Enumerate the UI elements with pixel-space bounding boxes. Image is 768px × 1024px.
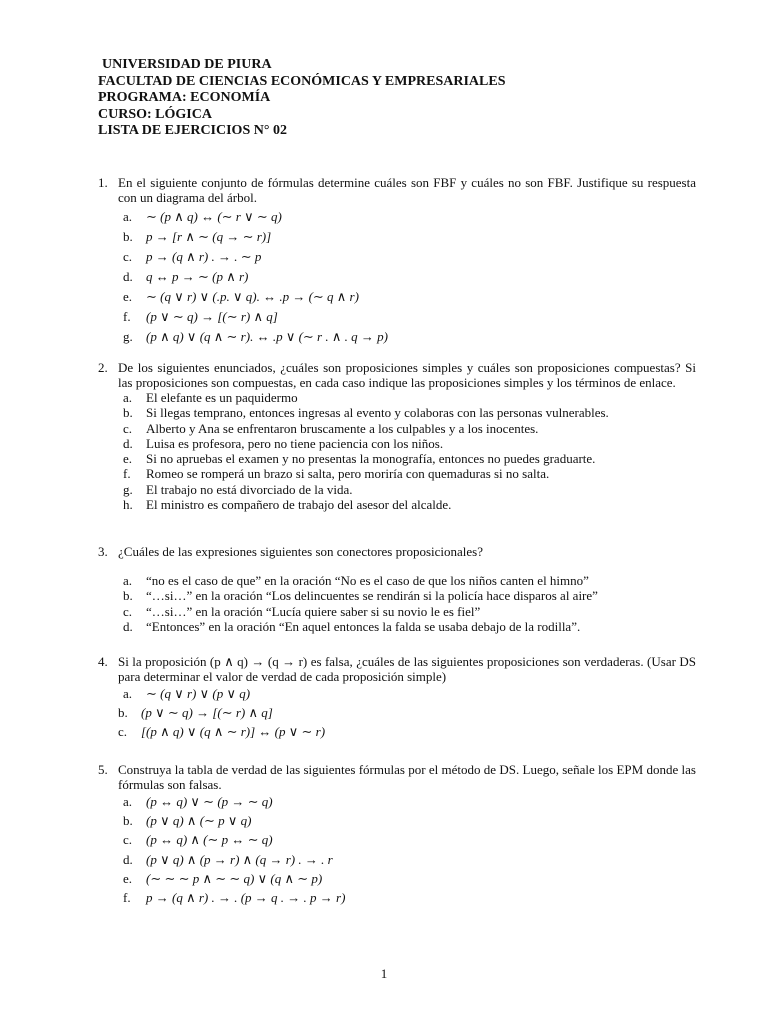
exercise-number: 1. <box>98 175 108 190</box>
exercise-number: 4. <box>98 654 108 669</box>
formula: (∼ ∼ ∼ p ∧ ∼ ∼ q) ∨ (q ∧ ∼ p) <box>146 870 323 886</box>
list-item <box>118 327 696 347</box>
list-item <box>118 684 696 703</box>
connector-list <box>118 573 696 634</box>
item-text: “no es el caso de que” en la oración “No es el caso de que los niños canten el himno” <box>146 573 589 588</box>
page-number: 1 <box>380 966 388 981</box>
item-label: c. <box>123 603 133 619</box>
item-label: c. <box>118 724 128 739</box>
item-label: d. <box>123 618 133 634</box>
item-text: Luisa es profesora, pero no tiene paciencia con los niños. <box>146 435 444 451</box>
list-item <box>118 830 696 849</box>
formula: p → [r ∧ ∼ (q → ∼ r)] <box>146 229 272 244</box>
formula: q ↔ p → ∼ (p ∧ r) <box>146 269 249 284</box>
exercise-2 <box>98 360 696 512</box>
item-text: “…si…” en la oración “Los delincuentes se rendirán si la policía hace disparos al aire” <box>146 588 598 604</box>
exercise-statement: ¿Cuáles de las expresiones siguientes son conectores proposicionales? <box>118 544 483 559</box>
list-item <box>118 604 696 619</box>
item-label: f. <box>123 309 131 324</box>
list-item <box>118 405 696 420</box>
item-label: a. <box>123 209 133 224</box>
item-label: d. <box>123 435 133 451</box>
formula: ∼ (p ∧ q) ↔ (∼ r ∨ ∼ q) <box>146 209 282 224</box>
exercise-number: 3. <box>98 544 108 559</box>
list-item <box>118 436 696 451</box>
formula-list <box>118 207 696 347</box>
item-label: e. <box>123 870 133 886</box>
list-item <box>118 482 696 497</box>
list-item <box>118 811 696 830</box>
item-label: a. <box>123 794 133 809</box>
item-label: c. <box>123 420 133 436</box>
formula: (p ∨ q) ∧ (p → r) ∧ (q → r) . → . r <box>146 851 333 867</box>
list-item <box>118 390 696 405</box>
exercise-number: 5. <box>98 762 108 777</box>
list-item <box>118 207 696 227</box>
header-faculty: FACULTAD DE CIENCIAS ECONÓMICAS Y EMPRESARIALES <box>98 73 506 89</box>
item-label: d. <box>123 269 133 284</box>
formula-list <box>118 792 696 907</box>
list-item <box>118 227 696 247</box>
document-header <box>98 57 505 140</box>
item-label: f. <box>123 890 131 906</box>
list-item <box>118 588 696 603</box>
formula: (p ∨ ∼ q) → [(∼ r) ∧ q] <box>141 705 273 720</box>
list-item <box>118 703 696 722</box>
list-item <box>118 451 696 466</box>
item-text: El trabajo no está divorciado de la vida. <box>146 481 353 497</box>
exercise-statement: De los siguientes enunciados, ¿cuáles son proposiciones simples y cuáles son proposiciones compuestas? Si las proposiciones son compuestas, en cada caso indique las proposiciones simples y los términos de enlace. <box>118 360 696 390</box>
statement-list <box>118 390 696 512</box>
formula: (p ∧ q) ∨ (q ∧ ∼ r). ↔ .p ∨ (∼ r . ∧ . q → p) <box>146 329 388 344</box>
header-program: PROGRAMA: ECONOMÍA <box>98 90 271 105</box>
item-label: a. <box>123 390 133 405</box>
item-label: b. <box>123 588 133 604</box>
header-course: CURSO: LÓGICA <box>98 106 212 122</box>
item-label: e. <box>123 451 133 467</box>
header-university: UNIVERSIDAD DE PIURA <box>102 57 272 72</box>
item-label: h. <box>123 497 133 513</box>
list-item <box>118 722 696 741</box>
exercise-1 <box>98 175 696 347</box>
header-exercise-list: LISTA DE EJERCICIOS N° 02 <box>98 123 287 138</box>
item-label: b. <box>123 813 133 829</box>
formula: (p ∨ ∼ q) → [(∼ r) ∧ q] <box>146 309 278 324</box>
item-label: d. <box>123 851 133 867</box>
item-text: Romeo se romperá un brazo si salta, pero moriría con quemaduras si no salta. <box>146 466 550 482</box>
item-text: Si no apruebas el examen y no presentas la monografía, entonces no puedes graduarte. <box>146 451 596 467</box>
list-item <box>118 888 696 907</box>
item-label: a. <box>123 573 133 588</box>
formula: (p ∨ q) ∧ (∼ p ∨ q) <box>146 813 252 829</box>
list-item <box>118 792 696 811</box>
item-label: a. <box>123 686 133 701</box>
exercise-3 <box>98 544 696 634</box>
formula: (p ↔ q) ∧ (∼ p ↔ ∼ q) <box>146 832 273 848</box>
list-item <box>118 421 696 436</box>
item-text: El elefante es un paquidermo <box>146 390 298 405</box>
list-item <box>118 869 696 888</box>
formula: ∼ (q ∨ r) ∨ (p ∨ q) <box>146 686 251 701</box>
item-text: “Entonces” en la oración “En aquel entonces la falda se usaba debajo de la rodilla”. <box>146 618 581 634</box>
list-item <box>118 573 696 588</box>
item-text: Alberto y Ana se enfrentaron bruscamente a los culpables y a los inocentes. <box>146 420 539 436</box>
exercise-statement: En el siguiente conjunto de fórmulas determine cuáles son FBF y cuáles no son FBF. Justifique su respuesta con un diagrama del árbol. <box>118 175 696 205</box>
formula: p → (q ∧ r) . → . ∼ p <box>146 249 262 264</box>
list-item <box>118 267 696 287</box>
formula: [(p ∧ q) ∨ (q ∧ ∼ r)] ↔ (p ∨ ∼ r) <box>141 724 326 739</box>
list-item <box>118 850 696 869</box>
item-label: c. <box>123 249 133 264</box>
exercise-number: 2. <box>98 360 108 375</box>
list-item <box>118 307 696 327</box>
item-label: f. <box>123 466 131 482</box>
formula: (p ↔ q) ∨ ∼ (p → ∼ q) <box>146 794 273 809</box>
item-label: b. <box>118 705 128 720</box>
item-label: e. <box>123 289 133 304</box>
item-label: g. <box>123 329 133 344</box>
list-item <box>118 247 696 267</box>
list-item <box>118 287 696 307</box>
item-text: “…si…” en la oración “Lucía quiere saber si su novio le es fiel” <box>146 603 481 619</box>
exercise-5 <box>98 762 696 907</box>
item-text: Si llegas temprano, entonces ingresas al evento y colaboras con las personas vulnerables. <box>146 405 609 421</box>
formula: p → (q ∧ r) . → . (p → q . → . p → r) <box>146 890 346 906</box>
list-item <box>118 466 696 481</box>
item-label: b. <box>123 405 133 421</box>
list-item <box>118 619 696 634</box>
formula: ∼ (q ∨ r) ∨ (.p. ∨ q). ↔ .p → (∼ q ∧ r) <box>146 289 359 304</box>
item-label: c. <box>123 832 133 848</box>
item-label: b. <box>123 229 133 244</box>
item-label: g. <box>123 481 133 497</box>
exercise-statement: Si la proposición (p ∧ q) → (q → r) es falsa, ¿cuáles de las siguientes proposiciones son verdaderas. (Usar DS para determinar el valor de verdad de cada proposición simple) <box>118 654 696 684</box>
proposition-list <box>118 684 696 741</box>
item-text: El ministro es compañero de trabajo del asesor del alcalde. <box>146 497 452 513</box>
exercise-4 <box>98 654 696 741</box>
list-item <box>118 497 696 512</box>
exercise-statement: Construya la tabla de verdad de las siguientes fórmulas por el método de DS. Luego, señale los EPM donde las fórmulas son falsas. <box>118 762 696 792</box>
